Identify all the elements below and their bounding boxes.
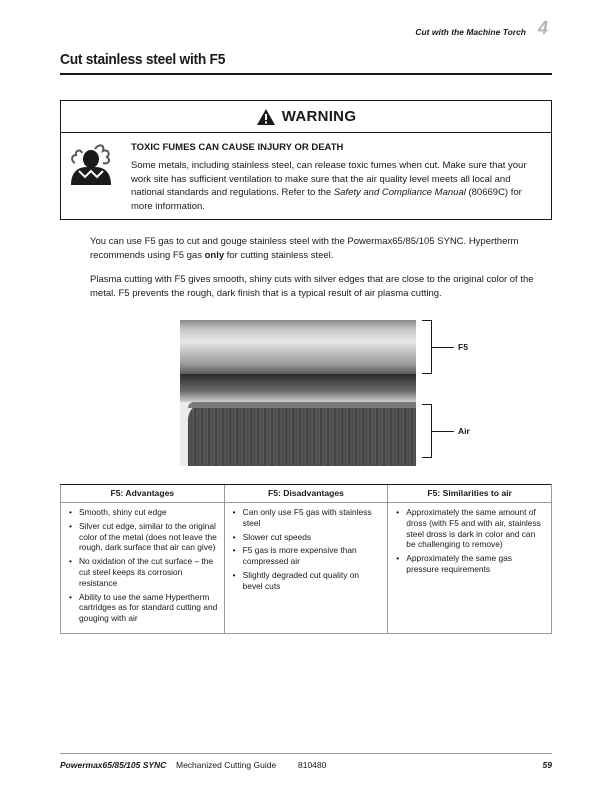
warning-band (61, 101, 551, 133)
cut-comparison-photo (180, 320, 416, 466)
header-similarities: F5: Similarities to air (388, 485, 552, 503)
list-item: • No oxidation of the cut surface – the cut steel keeps its corrosion resistance (67, 556, 218, 588)
intro-text-end: for cutting stainless steel. (224, 249, 334, 261)
warning-box (60, 100, 552, 220)
f5-cut-plate (180, 320, 416, 374)
f5-plate-shadow (180, 374, 416, 402)
similarities-list (394, 507, 545, 575)
list-item: • Slower cut speeds (231, 532, 382, 543)
warning-triangle-icon (256, 108, 276, 126)
list-item: • Smooth, shiny cut edge (67, 507, 218, 518)
intro-text: You can use F5 gas to cut and gouge stainless steel with the Powermax65/85/105 SYNC. Hypertherm recommends using F5 gas (90, 236, 519, 261)
footer-product: Powermax65/85/105 SYNC (60, 760, 167, 770)
list-item: • Silver cut edge, similar to the original color of the metal (does not leave the rough, dark surface that air can give) (67, 521, 218, 553)
header-disadvantages: F5: Disadvantages (224, 485, 388, 503)
air-plate-edge (188, 402, 416, 408)
title-rule (60, 73, 552, 75)
emphasis-only: only (204, 249, 225, 261)
list-item: • F5 gas is more expensive than compressed air (231, 545, 382, 567)
warning-body (131, 159, 545, 213)
disadvantages-cell (224, 503, 388, 634)
air-cut-plate (188, 402, 416, 466)
air-leader-line (432, 431, 454, 432)
air-bracket (422, 404, 432, 458)
warning-body-text-end: (80669C) for more information. (131, 187, 522, 212)
safety-manual-reference: Safety and Compliance Manual (333, 187, 466, 199)
f5-description-paragraph: Plasma cutting with F5 gives smooth, shiny cuts with silver edges that are close to the original color of the metal. F5 prevents the rough, dark finish that is a typical result of air plasma cutting. (90, 274, 534, 299)
warning-label: WARNING (281, 108, 357, 125)
page-number: 59 (542, 760, 552, 770)
list-item: • Approximately the same amount of dross (with F5 and with air, stainless steel dross is dark in color and can be challenging to remove) (394, 507, 545, 550)
table-row (61, 503, 552, 634)
section-title: Cut stainless steel with F5 (60, 51, 226, 68)
header-advantages: F5: Advantages (61, 485, 225, 503)
intro-paragraph (90, 235, 552, 262)
similarities-cell (388, 503, 552, 634)
advantages-list (67, 507, 218, 624)
f5-callout-label: F5 (458, 342, 468, 352)
toxic-fumes-icon (65, 141, 117, 187)
footer-rule (60, 753, 552, 754)
list-item: • Approximately the same gas pressure requirements (394, 553, 545, 575)
list-item: • Can only use F5 gas with stainless steel (231, 507, 382, 529)
list-item: • Ability to use the same Hypertherm cartridges as for standard cutting and gouging with air (67, 592, 218, 624)
disadvantages-list (231, 507, 382, 592)
warning-heading: TOXIC FUMES CAN CAUSE INJURY OR DEATH (131, 142, 344, 153)
advantages-cell (61, 503, 225, 634)
warning-body-text: Some metals, including stainless steel, can release toxic fumes when cut. Make sure that your work site has sufficient ventilation to make sure that the air quality level meets all local and national standards and regulations. Refer to the (131, 160, 527, 199)
footer-guide-title: Mechanized Cutting Guide (176, 760, 277, 770)
footer-part-number: 810480 (298, 760, 327, 770)
f5-bracket (422, 320, 432, 374)
comparison-table (60, 484, 552, 634)
list-item: • Slightly degraded cut quality on bevel cuts (231, 570, 382, 592)
chapter-number: 4 (537, 18, 548, 38)
f5-leader-line (432, 347, 454, 348)
table-header-row (61, 485, 552, 503)
running-header-chapter: Cut with the Machine Torch (415, 27, 526, 37)
air-callout-label: Air (458, 426, 470, 436)
